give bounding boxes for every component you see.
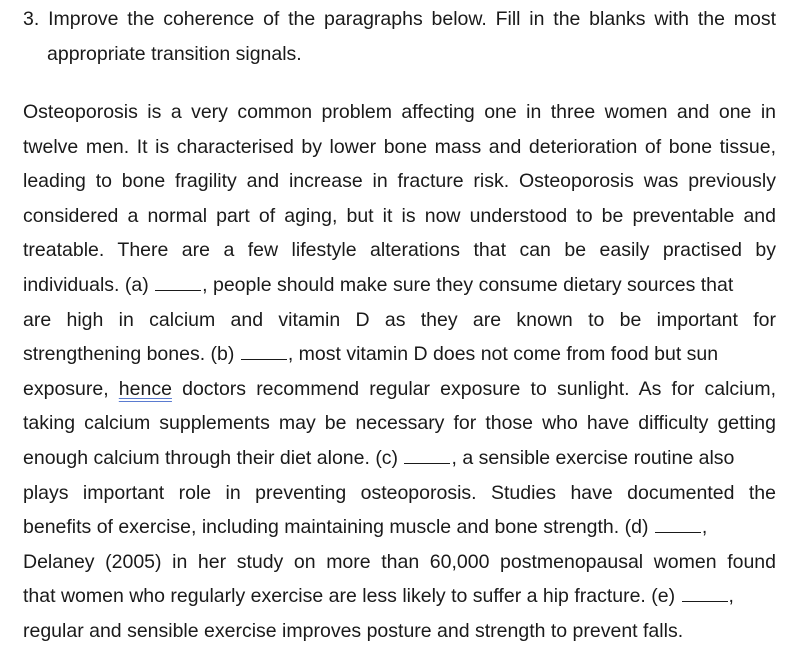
passage-text: benefits of exercise, including maintaining muscle and bone strength. (d) <box>23 516 649 539</box>
passage-text: , <box>728 585 734 608</box>
passage-line <box>23 95 776 130</box>
passage-line: regular and sensible exercise improves posture and strength to prevent falls. <box>23 619 684 642</box>
passage-text: , <box>701 516 708 539</box>
passage-text: , a sensible exercise routine also <box>451 446 735 469</box>
passage-line: plays important role in preventing osteoporosis. Studies have documented the <box>23 481 776 504</box>
passage-line <box>23 579 776 614</box>
passage-text: doctors recommend regular exposure to sunlight. As for calcium, <box>182 377 776 400</box>
passage-line: leading to bone fragility and increase in fracture risk. Osteoporosis was previously <box>23 170 776 193</box>
passage-line: taking calcium supplements may be necessary for those who have difficulty getting <box>23 412 776 435</box>
passage-line: Delaney (2005) in her study on more than 60,000 postmenopausal women found <box>23 550 776 573</box>
blank-b[interactable] <box>241 345 287 360</box>
question-line-1: 3. Improve the coherence of the paragraphs below. Fill in the blanks with the most <box>23 8 776 30</box>
passage-line: considered a normal part of aging, but it is now understood to be preventable and <box>23 204 776 227</box>
passage-text: enough calcium through their diet alone. (c) <box>23 446 399 469</box>
passage-line <box>23 372 776 407</box>
passage-text: Osteoporosis is a very common problem affecting one in three women and one in <box>23 101 776 123</box>
passage-line: are high in calcium and vitamin D as they are known to be important for <box>23 308 776 331</box>
question-line-2: appropriate transition signals. <box>47 42 302 65</box>
passage-text: exposure, <box>23 377 109 400</box>
blank-e[interactable] <box>682 587 728 602</box>
passage-line <box>23 510 776 545</box>
spellcheck-word[interactable]: hence <box>118 377 172 400</box>
passage-text: individuals. (a) <box>23 273 149 296</box>
blank-d[interactable] <box>655 518 701 533</box>
passage-text: that women who regularly exercise are less likely to suffer a hip fracture. (e) <box>23 585 676 608</box>
passage-line <box>23 441 776 476</box>
passage-line <box>23 337 776 372</box>
passage-text: , people should make sure they consume dietary sources that <box>202 273 734 296</box>
question-instruction <box>23 2 776 71</box>
blank-c[interactable] <box>404 449 450 464</box>
passage-line <box>23 268 776 303</box>
passage-line: treatable. There are a few lifestyle alterations that can be easily practised by <box>23 239 776 262</box>
passage-text: strengthening bones. (b) <box>23 343 235 366</box>
blank-a[interactable] <box>155 276 201 291</box>
passage-line: twelve men. It is characterised by lower bone mass and deterioration of bone tissue, <box>23 135 776 158</box>
passage-text: , most vitamin D does not come from food but sun <box>287 343 719 366</box>
passage-paragraph <box>23 95 776 649</box>
